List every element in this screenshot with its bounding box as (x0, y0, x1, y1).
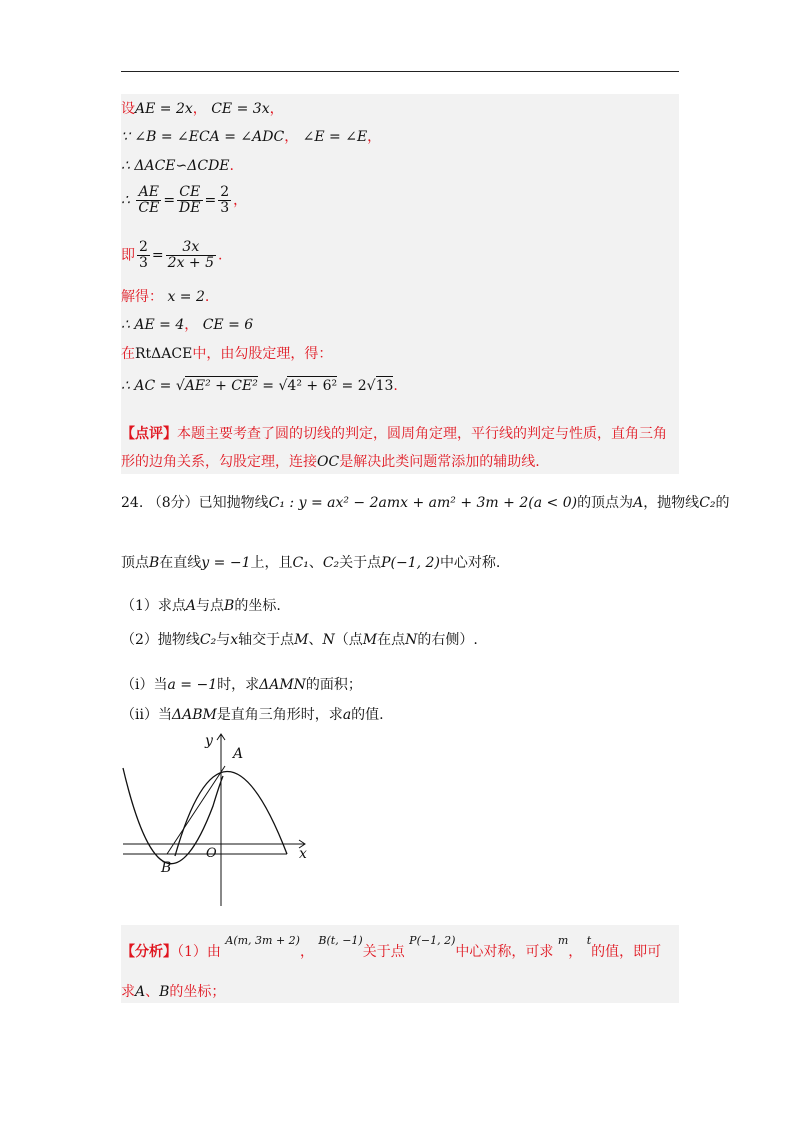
solution-line-8: 在RtΔACE中，由勾股定理，得： (121, 346, 333, 362)
solution-line-7: ∴ AE = 4， CE = 6 (121, 317, 254, 333)
solution-line-4: ∴ $\frac{AE}{CE}$ = $\frac{CE}{DE}$ = $\frac{2}{3}$ ， (121, 184, 248, 216)
question-1: （1）求点A与点B的坐标. (121, 598, 281, 614)
header-rule (121, 71, 679, 72)
analysis-line-2: 求A、B的坐标； (121, 984, 226, 1000)
parabola-equation: C₁ : y = ax² − 2amx + am² + 3m + 2(a < 0) (268, 495, 578, 511)
problem-number: 24. (121, 495, 144, 511)
question-2: （2）抛物线C₂与x轴交于点M、N（点M在点N的右侧）. (121, 632, 478, 648)
solution-line-3: ∴ ΔACE∽ΔCDE. (121, 158, 234, 174)
solution-line-5: 即 $\frac{2}{3}$ = $\frac{3x}{2x + 5}$ . (121, 239, 223, 271)
problem-line-1: 24. （8分）已知抛物线C₁ : y = ax² − 2amx + am² + 3m + 2(a < 0)的顶点为A，抛物线C₂的 (121, 495, 730, 511)
label-a: A (233, 746, 244, 762)
math-ce: CE = 3x (211, 101, 270, 117)
label-y: y (205, 733, 213, 749)
fraction-ae-ce: $\frac{AE}{CE}$ (138, 184, 160, 216)
fraction-3x: $\frac{3x}{2x + 5}$ (167, 239, 214, 271)
comment-tag: 【点评】 (121, 426, 177, 442)
comment-line-1: 【点评】本题主要考查了圆的切线的判定，圆周角定理，平行线的判定与性质，直角三角 (121, 426, 667, 442)
analysis-line-1: 【分析】（1）由 $^{A(m, 3m + 2)}$， $^{B(t, -1)}$关于点 $^{P(-1, 2)}$中心对称，可求 $^m$， $^t$的值，即可 (121, 934, 662, 960)
problem-line-2: 顶点B在直线y = −1上，且C₁、C₂关于点P(−1, 2)中心对称. (121, 555, 501, 571)
fraction-2-3: $\frac{2}{3}$ (220, 184, 230, 216)
parabola-figure (115, 728, 315, 908)
math-ae: AE = 2x (135, 101, 193, 117)
solution-line-1: 设AE = 2x， CE = 3x， (121, 101, 284, 117)
segment-ab (167, 766, 225, 854)
analysis-tag: 【分析】 (121, 944, 177, 960)
solution-shaded-block (121, 94, 679, 474)
solution-line-9: ∴ AC = √AE² + CE² = √4² + 6² = 2√13. (121, 378, 398, 394)
solution-line-2: ∵ ∠B = ∠ECA = ∠ADC， ∠E = ∠E， (121, 129, 382, 145)
solution-line-6: 解得： x = 2. (121, 289, 210, 305)
fraction-ce-de: $\frac{CE}{DE}$ (179, 184, 201, 216)
question-2-i: （ⅰ）当a = −1时，求ΔAMN的面积； (121, 677, 362, 693)
parabola-c1 (175, 771, 287, 856)
fraction-2-3-b: $\frac{2}{3}$ (139, 239, 148, 271)
question-2-ii: （ⅱ）当ΔABM是直角三角形时，求a的值. (121, 707, 384, 723)
label-b: B (161, 860, 172, 876)
label-o: O (206, 846, 217, 861)
comment-line-2: 形的边角关系，勾股定理，连接OC是解决此类问题常添加的辅助线. (121, 454, 540, 470)
label-x: x (299, 846, 307, 862)
